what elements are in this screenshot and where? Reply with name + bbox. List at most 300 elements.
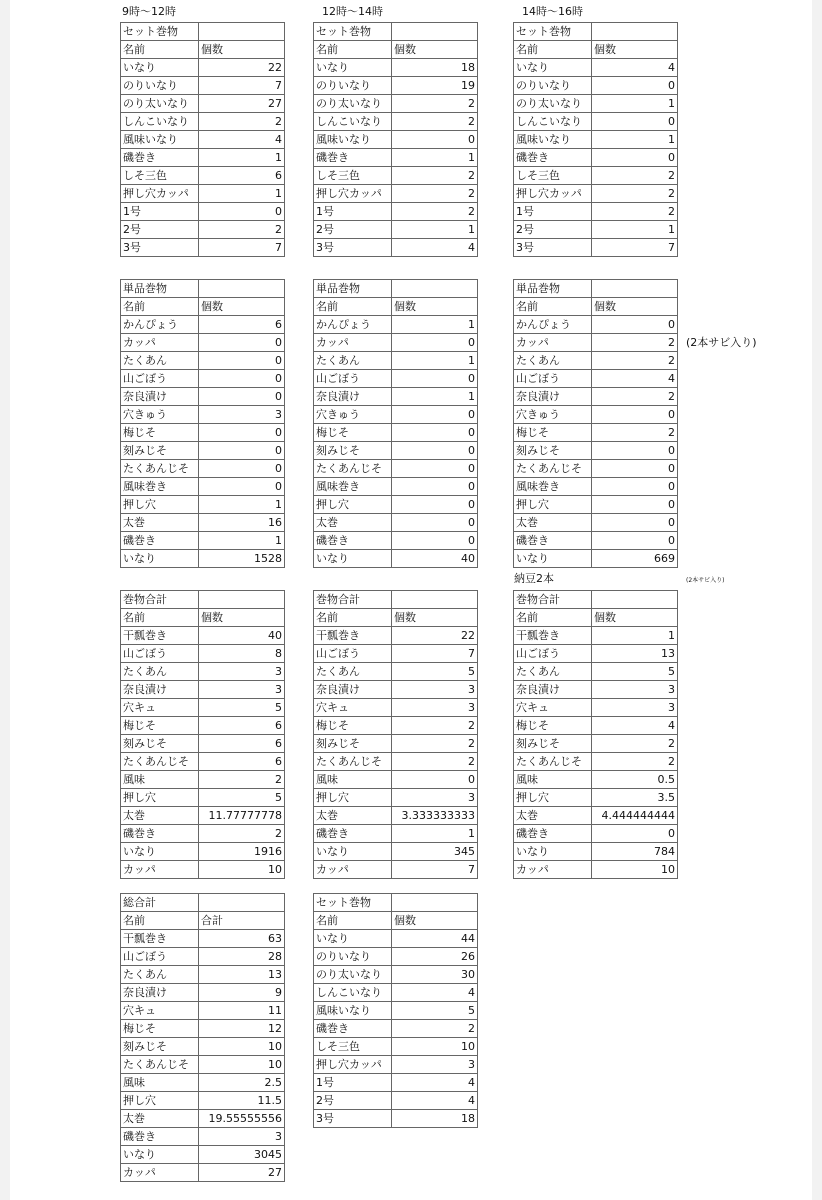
item-count: 22 xyxy=(199,59,285,77)
table-row xyxy=(121,352,285,370)
table-title-row xyxy=(514,280,678,298)
table-title-row xyxy=(121,280,285,298)
item-count: 1 xyxy=(392,316,478,334)
table-row xyxy=(314,185,478,203)
table-row xyxy=(314,113,478,131)
item-count: 2 xyxy=(392,1020,478,1038)
item-name: 1号 xyxy=(514,203,592,221)
small-note: (2本サビ入り) xyxy=(686,577,725,584)
empty-cell xyxy=(199,591,285,609)
table-row xyxy=(514,424,678,442)
item-name: 3号 xyxy=(514,239,592,257)
table-row xyxy=(121,948,285,966)
item-count: 11.77777778 xyxy=(199,807,285,825)
table-row xyxy=(314,627,478,645)
header-name: 名前 xyxy=(121,912,199,930)
item-count: 1 xyxy=(592,131,678,149)
item-count: 3 xyxy=(199,681,285,699)
table-row xyxy=(514,77,678,95)
set-rolls-12-14-table xyxy=(313,22,478,257)
table-row xyxy=(121,514,285,532)
item-count: 2 xyxy=(392,203,478,221)
item-count: 5 xyxy=(199,699,285,717)
item-count: 40 xyxy=(199,627,285,645)
table-title: 総合計 xyxy=(121,894,199,912)
table-row xyxy=(121,1110,285,1128)
item-name: たくあん xyxy=(121,966,199,984)
item-count: 1 xyxy=(592,221,678,239)
table-row xyxy=(121,167,285,185)
table-row xyxy=(121,681,285,699)
item-count: 40 xyxy=(392,550,478,568)
item-count: 5 xyxy=(199,789,285,807)
item-name: 押し穴カッパ xyxy=(514,185,592,203)
header-count: 個数 xyxy=(392,41,478,59)
item-name: いなり xyxy=(514,843,592,861)
table-header-row xyxy=(121,298,285,316)
item-name: 山ごぼう xyxy=(514,645,592,663)
table-row xyxy=(514,663,678,681)
table-row xyxy=(314,131,478,149)
item-count: 0.5 xyxy=(592,771,678,789)
item-name: しんこいなり xyxy=(314,984,392,1002)
table-row xyxy=(314,59,478,77)
item-name: いなり xyxy=(514,550,592,568)
item-name: 風味 xyxy=(514,771,592,789)
item-count: 10 xyxy=(199,1038,285,1056)
item-count: 2 xyxy=(392,113,478,131)
table-title: 巻物合計 xyxy=(514,591,592,609)
table-row xyxy=(121,203,285,221)
item-count: 4 xyxy=(592,717,678,735)
table-row xyxy=(314,645,478,663)
table-title-row xyxy=(514,591,678,609)
table-row xyxy=(121,771,285,789)
header-name: 名前 xyxy=(514,609,592,627)
item-count: 3045 xyxy=(199,1146,285,1164)
roll-totals-14-16-table xyxy=(513,590,678,879)
item-name: のりいなり xyxy=(121,77,199,95)
set-rolls-total-table xyxy=(313,893,478,1128)
item-name: カッパ xyxy=(514,861,592,879)
item-count: 1 xyxy=(592,95,678,113)
item-count: 0 xyxy=(199,460,285,478)
item-count: 5 xyxy=(392,663,478,681)
item-name: 刻みじそ xyxy=(121,1038,199,1056)
table-row xyxy=(121,1146,285,1164)
item-name: 押し穴 xyxy=(121,1092,199,1110)
item-count: 784 xyxy=(592,843,678,861)
item-name: いなり xyxy=(121,843,199,861)
table-row xyxy=(514,645,678,663)
table-row xyxy=(314,861,478,879)
table-row xyxy=(314,1092,478,1110)
item-name: 風味 xyxy=(314,771,392,789)
item-count: 2 xyxy=(199,221,285,239)
table-row xyxy=(314,550,478,568)
item-count: 27 xyxy=(199,1164,285,1182)
item-count: 2 xyxy=(592,424,678,442)
item-count: 2 xyxy=(392,185,478,203)
item-count: 13 xyxy=(199,966,285,984)
item-count: 0 xyxy=(592,478,678,496)
empty-cell xyxy=(592,280,678,298)
table-title: セット巻物 xyxy=(314,894,392,912)
table-header-row xyxy=(514,609,678,627)
header-name: 名前 xyxy=(121,609,199,627)
item-name: 梅じそ xyxy=(314,424,392,442)
item-name: 干瓢巻き xyxy=(314,627,392,645)
item-count: 0 xyxy=(392,406,478,424)
table-row xyxy=(514,221,678,239)
table-title-row xyxy=(514,23,678,41)
table-row xyxy=(514,460,678,478)
item-name: 押し穴カッパ xyxy=(314,1056,392,1074)
table-row xyxy=(314,167,478,185)
item-name: 磯巻き xyxy=(514,825,592,843)
table-row xyxy=(314,388,478,406)
table-row xyxy=(121,930,285,948)
table-row xyxy=(514,239,678,257)
single-rolls-9-12-table xyxy=(120,279,285,568)
item-name: 梅じそ xyxy=(121,424,199,442)
item-count: 2 xyxy=(392,717,478,735)
item-count: 2 xyxy=(199,771,285,789)
table-row xyxy=(121,825,285,843)
item-name: いなり xyxy=(121,550,199,568)
item-count: 2 xyxy=(392,735,478,753)
item-count: 6 xyxy=(199,316,285,334)
item-name: しんこいなり xyxy=(314,113,392,131)
table-title: 単品巻物 xyxy=(314,280,392,298)
single-rolls-14-16-table xyxy=(513,279,678,568)
table-title: セット巻物 xyxy=(314,23,392,41)
item-count: 2 xyxy=(392,167,478,185)
item-name: 風味いなり xyxy=(514,131,592,149)
item-name: 風味 xyxy=(121,771,199,789)
item-name: いなり xyxy=(121,1146,199,1164)
item-count: 11.5 xyxy=(199,1092,285,1110)
table-row xyxy=(314,1110,478,1128)
item-count: 2 xyxy=(592,203,678,221)
item-count: 0 xyxy=(392,771,478,789)
item-count: 0 xyxy=(592,496,678,514)
table-row xyxy=(514,550,678,568)
item-name: いなり xyxy=(121,59,199,77)
table-row xyxy=(121,627,285,645)
item-count: 11 xyxy=(199,1002,285,1020)
item-name: いなり xyxy=(314,550,392,568)
table-row xyxy=(121,1020,285,1038)
item-count: 3 xyxy=(392,1056,478,1074)
table-row xyxy=(314,532,478,550)
item-count: 2 xyxy=(199,825,285,843)
item-name: 2号 xyxy=(314,221,392,239)
item-count: 6 xyxy=(199,167,285,185)
item-name: 1号 xyxy=(314,203,392,221)
header-name: 名前 xyxy=(121,41,199,59)
item-name: 太巻 xyxy=(514,514,592,532)
table-row xyxy=(121,149,285,167)
table-row xyxy=(121,316,285,334)
table-row xyxy=(314,334,478,352)
item-name: 風味巻き xyxy=(514,478,592,496)
item-count: 0 xyxy=(199,203,285,221)
table-row xyxy=(514,478,678,496)
item-name: カッパ xyxy=(314,861,392,879)
item-name: 穴キュ xyxy=(121,699,199,717)
table-row xyxy=(514,167,678,185)
table-row xyxy=(314,203,478,221)
item-count: 4 xyxy=(392,239,478,257)
item-count: 0 xyxy=(199,388,285,406)
table-row xyxy=(314,239,478,257)
item-count: 0 xyxy=(392,532,478,550)
item-count: 7 xyxy=(592,239,678,257)
item-name: 風味 xyxy=(121,1074,199,1092)
item-count: 44 xyxy=(392,930,478,948)
item-name: かんぴょう xyxy=(514,316,592,334)
header-count: 個数 xyxy=(592,41,678,59)
table-row xyxy=(514,496,678,514)
item-count: 28 xyxy=(199,948,285,966)
item-count: 0 xyxy=(392,514,478,532)
item-name: 穴きゅう xyxy=(121,406,199,424)
table-row xyxy=(514,753,678,771)
table-row xyxy=(121,550,285,568)
table-row xyxy=(314,789,478,807)
item-name: 穴キュ xyxy=(314,699,392,717)
item-count: 0 xyxy=(199,334,285,352)
item-count: 0 xyxy=(592,113,678,131)
item-count: 0 xyxy=(592,532,678,550)
item-name: たくあん xyxy=(121,663,199,681)
item-name: 奈良漬け xyxy=(514,681,592,699)
item-count: 2 xyxy=(199,113,285,131)
item-count: 18 xyxy=(392,1110,478,1128)
item-count: 2 xyxy=(592,185,678,203)
set-rolls-9-12-table xyxy=(120,22,285,257)
item-count: 1 xyxy=(392,825,478,843)
table-row xyxy=(314,843,478,861)
item-name: 太巻 xyxy=(121,807,199,825)
table-row xyxy=(121,239,285,257)
item-count: 0 xyxy=(392,442,478,460)
item-name: 山ごぼう xyxy=(314,370,392,388)
table-row xyxy=(121,478,285,496)
item-count: 9 xyxy=(199,984,285,1002)
item-name: 山ごぼう xyxy=(121,948,199,966)
item-name: 磯巻き xyxy=(314,1020,392,1038)
table-row xyxy=(121,753,285,771)
item-name: 磯巻き xyxy=(314,532,392,550)
item-count: 3 xyxy=(392,681,478,699)
table-row xyxy=(121,984,285,1002)
item-count: 0 xyxy=(592,149,678,167)
item-name: 磯巻き xyxy=(121,149,199,167)
empty-cell xyxy=(392,280,478,298)
item-name: いなり xyxy=(314,843,392,861)
item-count: 12 xyxy=(199,1020,285,1038)
item-count: 2 xyxy=(392,753,478,771)
header-count: 個数 xyxy=(592,609,678,627)
item-name: 干瓢巻き xyxy=(121,627,199,645)
item-count: 4 xyxy=(392,984,478,1002)
item-count: 19.55555556 xyxy=(199,1110,285,1128)
table-row xyxy=(314,370,478,388)
item-count: 0 xyxy=(392,334,478,352)
item-count: 10 xyxy=(592,861,678,879)
item-count: 6 xyxy=(199,735,285,753)
empty-cell xyxy=(592,23,678,41)
item-name: 太巻 xyxy=(314,807,392,825)
table-row xyxy=(314,1002,478,1020)
table-row xyxy=(314,424,478,442)
table-row xyxy=(121,1128,285,1146)
item-name: カッパ xyxy=(121,334,199,352)
table-row xyxy=(514,406,678,424)
table-title: 単品巻物 xyxy=(121,280,199,298)
single-rolls-12-14-table xyxy=(313,279,478,568)
item-name: 磯巻き xyxy=(314,149,392,167)
header-name: 名前 xyxy=(314,298,392,316)
item-name: たくあん xyxy=(314,352,392,370)
table-row xyxy=(314,948,478,966)
table-title-row xyxy=(121,894,285,912)
item-count: 6 xyxy=(199,717,285,735)
table-row xyxy=(514,59,678,77)
table-row xyxy=(514,334,678,352)
item-count: 0 xyxy=(592,442,678,460)
table-row xyxy=(514,370,678,388)
item-name: 磯巻き xyxy=(314,825,392,843)
item-name: 山ごぼう xyxy=(121,645,199,663)
item-name: 1号 xyxy=(314,1074,392,1092)
header-count: 個数 xyxy=(592,298,678,316)
item-name: 2号 xyxy=(314,1092,392,1110)
item-count: 7 xyxy=(392,861,478,879)
item-count: 0 xyxy=(392,131,478,149)
table-header-row xyxy=(514,298,678,316)
item-count: 0 xyxy=(392,424,478,442)
item-name: たくあんじそ xyxy=(121,1056,199,1074)
item-count: 4 xyxy=(199,131,285,149)
table-title: 単品巻物 xyxy=(514,280,592,298)
table-row xyxy=(514,532,678,550)
item-name: 風味いなり xyxy=(314,131,392,149)
item-count: 3.333333333 xyxy=(392,807,478,825)
item-count: 4 xyxy=(392,1092,478,1110)
table-row xyxy=(121,1164,285,1182)
table-header-row xyxy=(514,41,678,59)
item-name: たくあん xyxy=(314,663,392,681)
table-row xyxy=(514,771,678,789)
table-row xyxy=(121,388,285,406)
item-name: 奈良漬け xyxy=(514,388,592,406)
item-count: 3 xyxy=(199,1128,285,1146)
table-row xyxy=(121,221,285,239)
table-row xyxy=(121,113,285,131)
table-title: 巻物合計 xyxy=(314,591,392,609)
grand-total-table xyxy=(120,893,285,1182)
item-name: 風味巻き xyxy=(314,478,392,496)
item-name: 干瓢巻き xyxy=(121,930,199,948)
item-name: 風味いなり xyxy=(121,131,199,149)
item-name: しそ三色 xyxy=(314,1038,392,1056)
item-name: 刻みじそ xyxy=(121,735,199,753)
table-row xyxy=(314,514,478,532)
item-name: 押し穴 xyxy=(121,789,199,807)
table-header-row xyxy=(121,41,285,59)
item-count: 1916 xyxy=(199,843,285,861)
item-count: 0 xyxy=(592,406,678,424)
item-count: 669 xyxy=(592,550,678,568)
item-name: 穴キュ xyxy=(121,1002,199,1020)
item-count: 1 xyxy=(392,149,478,167)
item-name: 干瓢巻き xyxy=(514,627,592,645)
table-header-row xyxy=(314,912,478,930)
item-name: 刻みじそ xyxy=(121,442,199,460)
table-row xyxy=(121,645,285,663)
table-header-row xyxy=(314,41,478,59)
time-label-12-14: 12時〜14時 xyxy=(322,5,383,18)
item-count: 7 xyxy=(199,77,285,95)
table-row xyxy=(514,735,678,753)
item-count: 1 xyxy=(392,388,478,406)
set-rolls-14-16-table xyxy=(513,22,678,257)
item-name: のりいなり xyxy=(314,948,392,966)
item-name: 磯巻き xyxy=(121,1128,199,1146)
table-row xyxy=(121,460,285,478)
item-name: 1号 xyxy=(121,203,199,221)
item-name: カッパ xyxy=(121,1164,199,1182)
table-row xyxy=(514,514,678,532)
table-row xyxy=(314,735,478,753)
table-row xyxy=(314,753,478,771)
item-count: 63 xyxy=(199,930,285,948)
header-name: 名前 xyxy=(514,41,592,59)
item-name: 太巻 xyxy=(314,514,392,532)
header-count: 合計 xyxy=(199,912,285,930)
table-title-row xyxy=(121,591,285,609)
item-name: 3号 xyxy=(314,1110,392,1128)
item-count: 3 xyxy=(592,699,678,717)
table-row xyxy=(314,406,478,424)
empty-cell xyxy=(199,280,285,298)
table-header-row xyxy=(121,609,285,627)
item-name: 押し穴カッパ xyxy=(314,185,392,203)
table-row xyxy=(514,825,678,843)
item-count: 5 xyxy=(592,663,678,681)
table-row xyxy=(121,370,285,388)
left-margin xyxy=(0,0,10,1200)
item-name: 2号 xyxy=(121,221,199,239)
empty-cell xyxy=(392,591,478,609)
table-row xyxy=(121,442,285,460)
item-count: 5 xyxy=(392,1002,478,1020)
item-count: 0 xyxy=(392,460,478,478)
table-row xyxy=(121,1056,285,1074)
table-row xyxy=(314,77,478,95)
table-row xyxy=(121,59,285,77)
roll-totals-12-14-table xyxy=(313,590,478,879)
item-count: 1 xyxy=(592,627,678,645)
table-row xyxy=(121,735,285,753)
item-count: 0 xyxy=(199,352,285,370)
item-count: 0 xyxy=(592,316,678,334)
header-name: 名前 xyxy=(314,912,392,930)
item-name: 磯巻き xyxy=(121,825,199,843)
